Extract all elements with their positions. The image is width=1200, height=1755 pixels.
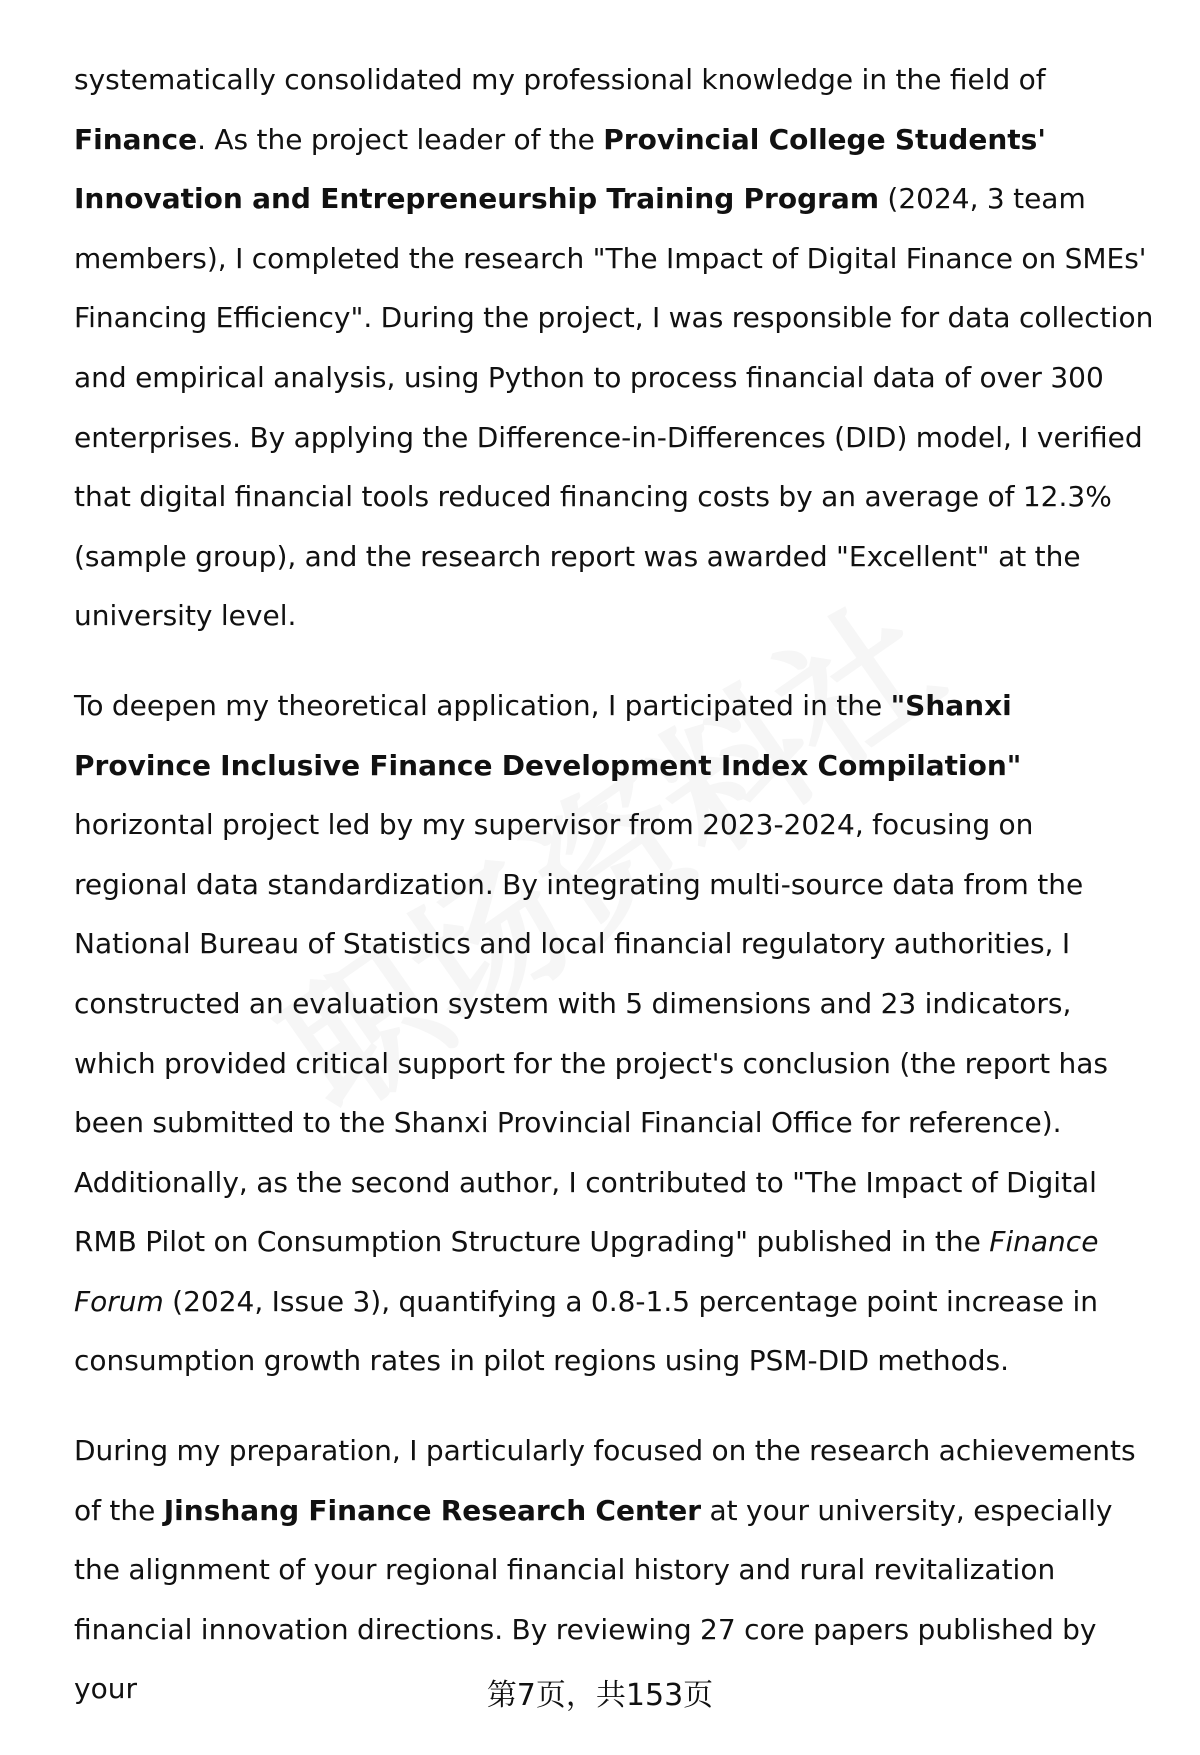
text-run: To deepen my theoretical application, I participated in the: [74, 688, 891, 722]
document-body: [74, 50, 1154, 1749]
text-run: "Shanxi Province Inclusive Finance Development Index Compilation": [74, 688, 1022, 782]
text-run: During my preparation, I particularly focused on the research achievements of the: [74, 1434, 1136, 1527]
text-run: . As the project leader of the: [197, 122, 604, 156]
page-number: 第7页，共153页: [486, 1678, 714, 1713]
text-run: (2024, 3 team members), I completed the research "The Impact of Digital Finance on SMEs' Financing Efficiency". During the project, I was responsible for data collection and empirical analysis, using Python to process financial data of over 300 enterprises. By applying the Difference-in-Differences (DID) model, I verified that digital financial tools reduced financing costs by an average of 12.3% (sample group), and the research report was awarded "Excellent" at the university level.: [74, 182, 1154, 633]
text-run: systematically consolidated my professional knowledge in the field of: [74, 63, 1046, 96]
text-run: Finance: [74, 122, 198, 156]
text-run: horizontal project led by my supervisor from 2023-2024, focusing on regional data standardization. By integrating multi-source data from the National Bureau of Statistics and local financial regulatory authorities, I constructed an evaluation system with 5 dimensions and 23 indicators, which provided critical support for the project's conclusion (the report has been submitted to the Shanxi Provincial Financial Office for reference). Additionally, as the second author, I contributed to "The Impact of Digital RMB Pilot on Consumption Structure Upgrading" published in the: [74, 808, 1109, 1259]
text-run: at your university, especially the alignment of your regional financial history and rural revitalization financial innovation directions. By reviewing 27 core papers published by your: [74, 1493, 1113, 1706]
text-run: Provincial College Students' Innovation and Entrepreneurship Training Program: [74, 122, 1046, 216]
paragraph-1: [74, 50, 1154, 646]
text-run: (2024, Issue 3), quantifying a 0.8-1.5 percentage point increase in consumption growth rates in pilot regions using PSM-DID methods.: [74, 1284, 1098, 1378]
paragraph-2: [74, 676, 1154, 1391]
text-run: Finance Forum: [74, 1225, 1099, 1318]
text-run: Jinshang Finance Research Center: [163, 1493, 702, 1527]
